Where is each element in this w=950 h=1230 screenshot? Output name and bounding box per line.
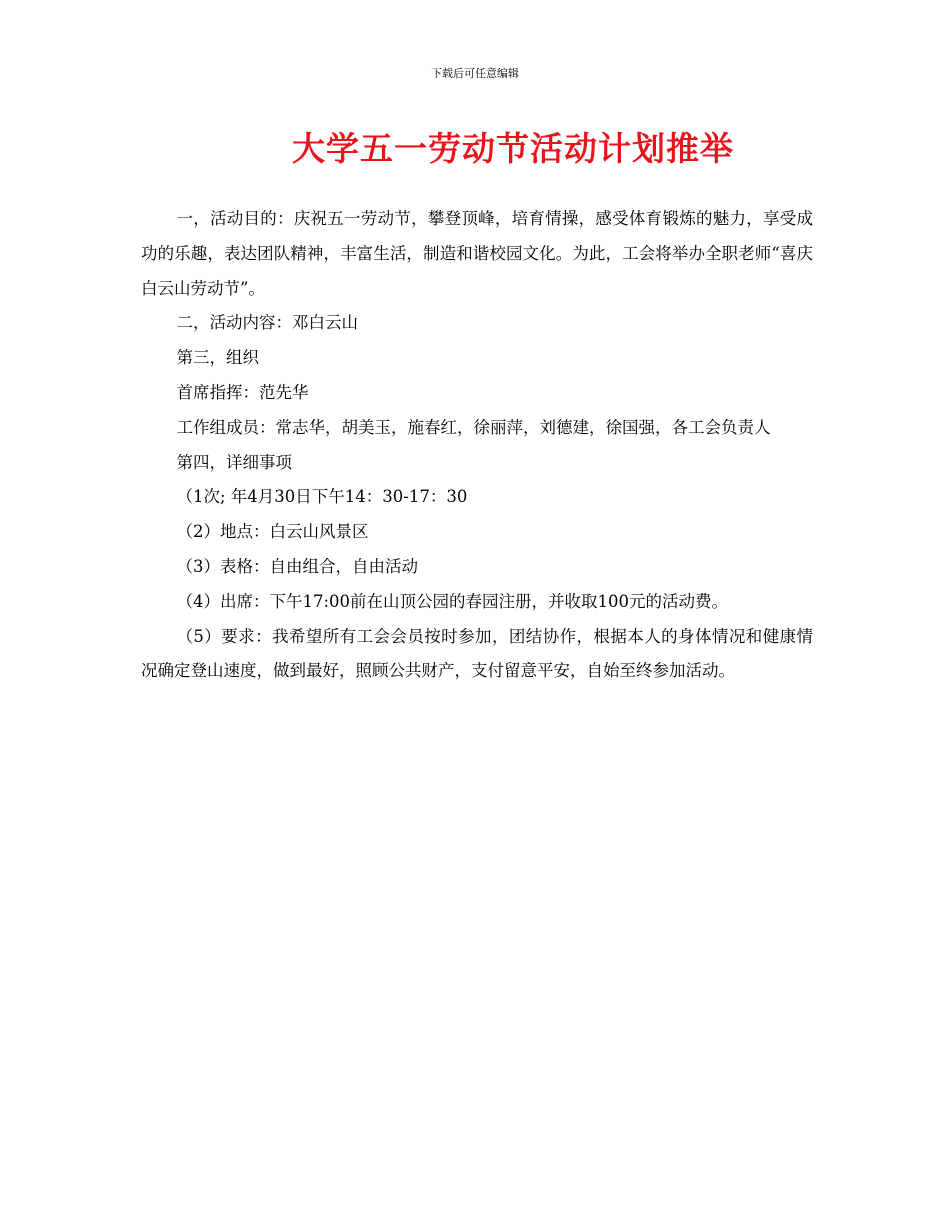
paragraph-requirements: （5）要求：我希望所有工会会员按时参加，团结协作，根据本人的身体情况和健康情况确定登山速度，做到最好，照顾公共财产，支付留意平安，自始至终参加活动。 bbox=[141, 626, 813, 681]
paragraph-purpose: 一，活动目的：庆祝五一劳动节，攀登顶峰，培育情操，感受体育锻炼的魅力，享受成功的乐趣，表达团队精神，丰富生活，制造和谐校园文化。为此，工会将举办全职老师“喜庆白云山劳动节”。 bbox=[141, 209, 813, 298]
paragraph-content: 二，活动内容：邓白云山 bbox=[176, 313, 358, 333]
page-header-note: 下载后可任意编辑 bbox=[431, 67, 519, 80]
paragraph-organization-heading: 第三，组织 bbox=[176, 348, 259, 368]
paragraph-chief-commander: 首席指挥：范先华 bbox=[176, 382, 309, 402]
document-body bbox=[141, 202, 813, 689]
paragraph-location: （2）地点：白云山风景区 bbox=[176, 522, 369, 542]
document-title: 大学五一劳动节活动计划推举 bbox=[292, 129, 734, 168]
paragraph-working-group: 工作组成员：常志华，胡美玉，施春红，徐丽萍，刘德建，徐国强，各工会负责人 bbox=[176, 417, 771, 437]
paragraph-time: （1次; 年4月30日下午14：30-17：30 bbox=[176, 487, 468, 507]
paragraph-details-heading: 第四，详细事项 bbox=[176, 452, 292, 472]
paragraph-attendance: （4）出席：下午17:00前在山顶公园的春园注册，并收取100元的活动费。 bbox=[176, 591, 729, 611]
paragraph-format: （3）表格：自由组合，自由活动 bbox=[176, 556, 418, 576]
